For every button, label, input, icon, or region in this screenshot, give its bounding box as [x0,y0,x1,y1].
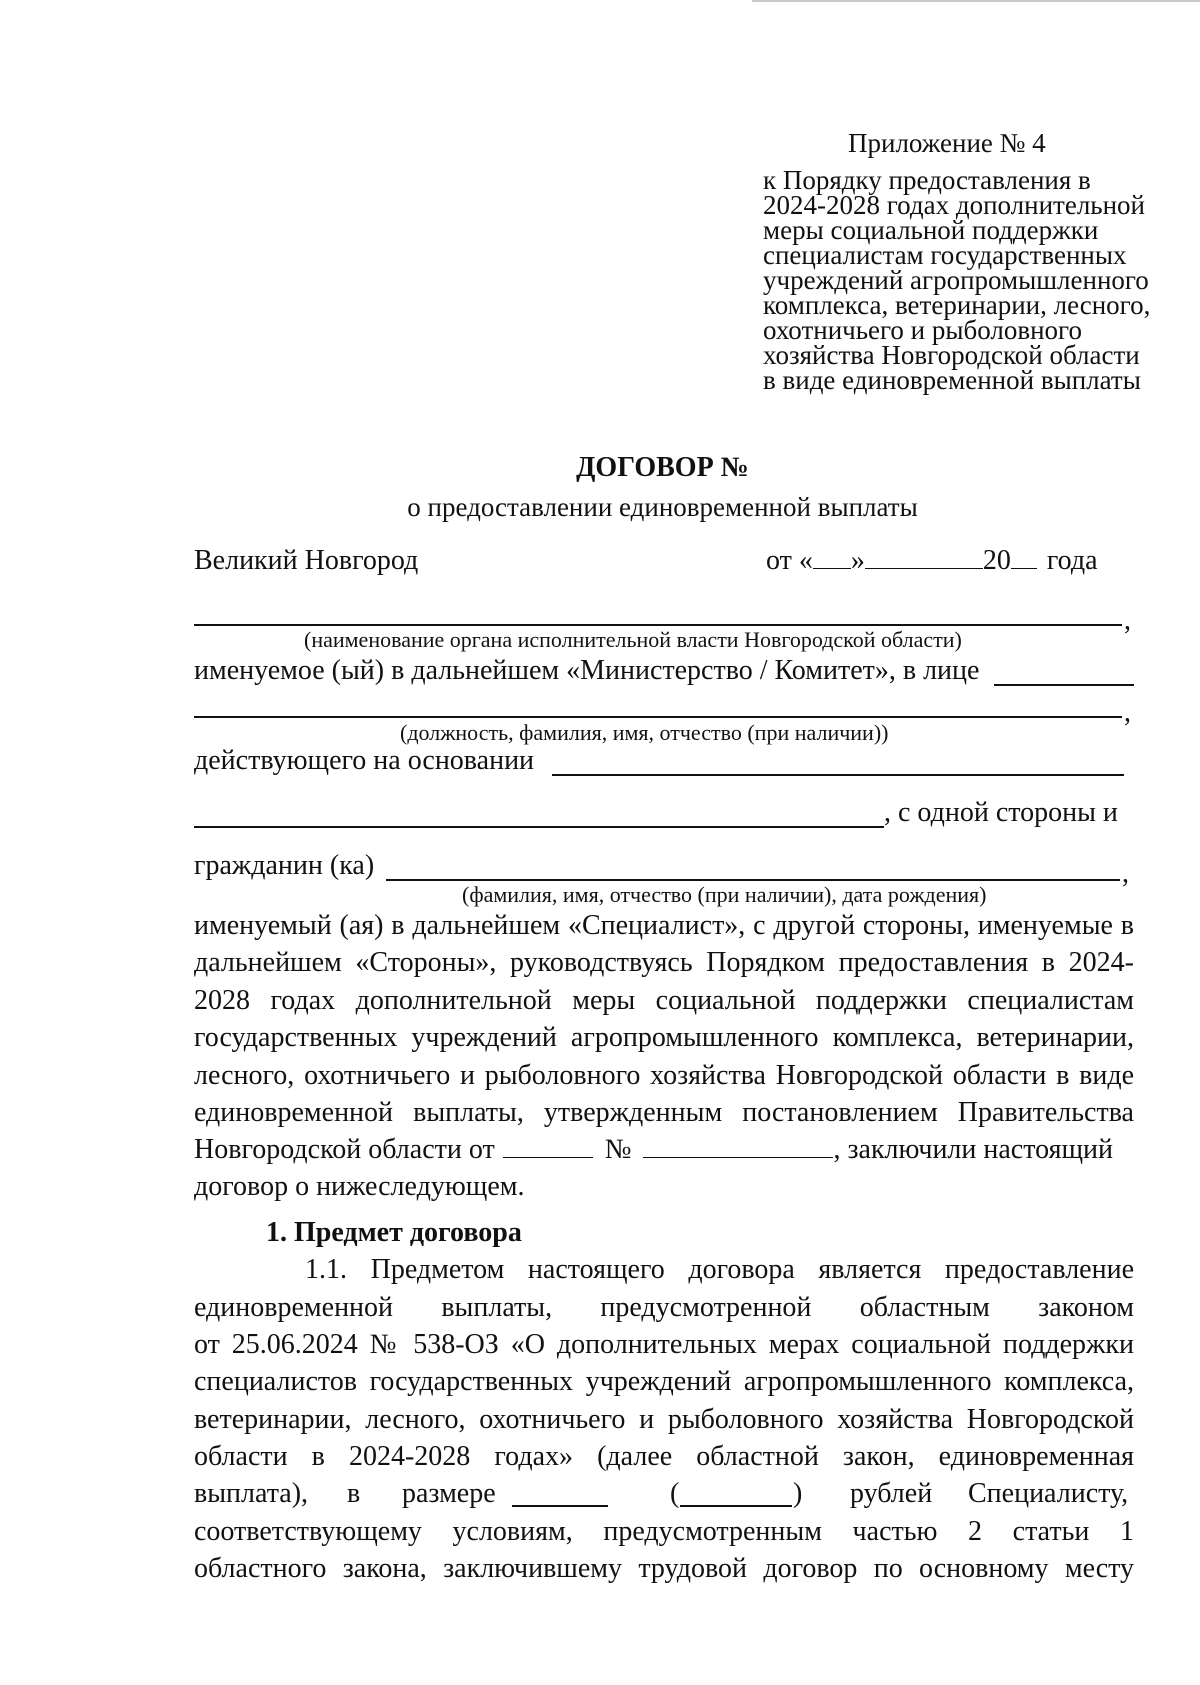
section-line: единовременной выплаты, предусмотренной областным законом [194,1292,1134,1323]
appendix-line: комплекса, ветеринарии, лесного, [763,290,1151,320]
date-day-blank[interactable] [813,546,851,569]
amount-word: в [347,1478,361,1509]
number-sign: № [604,1134,632,1165]
date-year-prefix: 20 [982,545,1011,576]
date-suffix: года [1046,545,1098,576]
citizen-name-blank[interactable] [386,879,1120,881]
named-ministry-text: именуемое (ый) в дальнейшем «Министерство / Комитет», в лице [194,655,980,686]
resolution-date-blank[interactable] [503,1135,593,1158]
section-line: соответствующему условиям, предусмотренным частью 2 статьи 1 [194,1516,1134,1547]
concluded-text: , заключили настоящий [833,1134,1113,1165]
section-line: от 25.06.2024 № 538-ОЗ «О дополнительных мерах социальной поддержки [194,1329,1134,1360]
city-name: Великий Новгород [194,545,419,576]
one-side-text: , с одной стороны и [884,797,1118,828]
date-month-blank[interactable] [865,546,983,569]
contract-date [766,545,1098,577]
section-line: специалистов государственных учреждений агропромышленного комплекса, [194,1366,1134,1397]
appendix-line: учреждений агропромышленного [763,265,1149,295]
scan-edge-line [752,0,1200,2]
appendix-line: хозяйства Новгородской области [763,340,1140,370]
amount-word: размере [402,1478,496,1509]
section-line: 1.1. Предметом настоящего договора является предоставление [305,1254,1134,1285]
paragraph-line: 2028 годах дополнительной меры социальной поддержки специалистам [194,985,1134,1016]
comma: , [1124,605,1131,636]
resolution-line [194,1134,1113,1166]
paragraph-line: дальнейшем «Стороны», руководствуясь Порядком предоставления в 2024- [194,947,1134,978]
amount-word: Специалисту, [968,1478,1129,1509]
citizen-caption: (фамилия, имя, отчество (при наличии), дата рождения) [462,882,987,907]
paren-open: ( [670,1478,680,1509]
acting-basis-text: действующего на основании [194,745,535,776]
position-caption: (должность, фамилия, имя, отчество (при наличии)) [400,720,889,745]
representative-blank[interactable] [994,684,1134,686]
comma: , [1122,858,1129,889]
appendix-line: охотничьего и рыболовного [763,315,1082,345]
organ-name-blank[interactable] [194,624,1122,626]
basis-continuation-blank[interactable] [194,826,884,828]
amount-word: выплата), [194,1478,309,1509]
section-heading: 1. Предмет договора [266,1217,522,1248]
position-blank[interactable] [194,716,1122,718]
amount-number-blank[interactable] [512,1505,608,1507]
section-line: ветеринарии, лесного, охотничьего и рыболовного хозяйства Новгородской [194,1404,1134,1435]
from-prefix: Новгородской области от [194,1134,495,1165]
appendix-line: 2024-2028 годах дополнительной [763,190,1146,220]
paragraph-line: именуемый (ая) в дальнейшем «Специалист», с другой стороны, именуемые в [194,910,1134,941]
date-year-blank[interactable] [1011,546,1037,569]
amount-words-blank[interactable] [680,1505,792,1507]
document-title: ДОГОВОР № [576,452,749,483]
organ-caption: (наименование органа исполнительной власти Новгородской области) [304,627,962,652]
date-from-label: от « [766,545,813,576]
paragraph-last-line: договор о нижеследующем. [194,1171,525,1202]
basis-blank[interactable] [552,774,1124,776]
appendix-line: специалистам государственных [763,240,1127,270]
resolution-number-blank[interactable] [643,1135,833,1158]
appendix-title: Приложение № 4 [848,128,1046,158]
appendix-line: к Порядку предоставления в [763,165,1091,195]
section-line: областного закона, заключившему трудовой договор по основному месту [194,1553,1134,1584]
document-subtitle: о предоставлении единовременной выплаты [407,492,918,522]
paragraph-line: лесного, охотничьего и рыболовного хозяйства Новгородской области в виде [194,1060,1134,1091]
amount-word: рублей [850,1478,933,1509]
appendix-text [763,165,1151,395]
comma: , [1124,697,1131,728]
paragraph-line: единовременной выплаты, утвержденным постановлением Правительства [194,1097,1134,1128]
paragraph-line: государственных учреждений агропромышленного комплекса, ветеринарии, [194,1022,1134,1053]
paren-close: ) [793,1478,803,1509]
section-line: области в 2024-2028 годах» (далее областной закон, единовременная [194,1441,1134,1472]
appendix-line: в виде единовременной выплаты [763,365,1141,395]
citizen-label: гражданин (ка) [194,850,375,881]
date-quote: » [850,545,865,576]
appendix-line: меры социальной поддержки [763,215,1099,245]
